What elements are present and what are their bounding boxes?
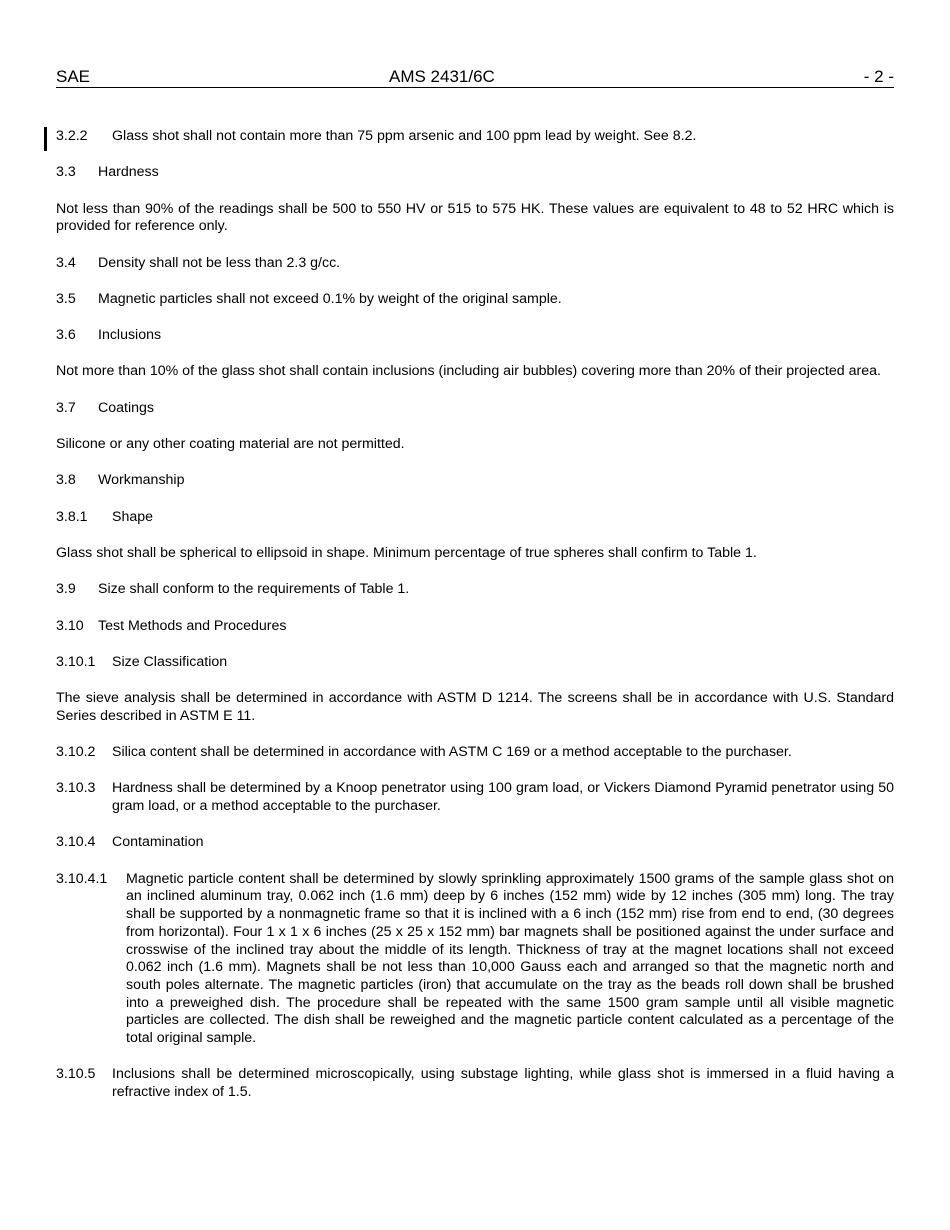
section-text: Magnetic particle content shall be determined by slowly sprinkling approximately 1500 grams of the sample glass shot on an inclined aluminum tray, 0.062 inch (1.6 mm) deep by 6 inches (152 mm) wide by 12 inches (305 mm) long. The tray shall be supported by a nonmagnetic frame so that it is inclined with a 6 inch (152 mm) rise from end to end, (30 degrees from horizontal). Four 1 x 1 x 6 inches (25 x 25 x 152 mm) bar magnets shall be positioned against the under surface and crosswise of the inclined tray about the middle of its length. Thickness of tray at the magnet locations shall not exceed 0.062 inch (1.6 mm). Magnets shall be not less than 10,000 Gauss each and arranged so that the magnetic north and south poles alternate. The magnetic particles (iron) that accumulate on the tray as the beads roll down shall be brushed into a preweighed dish. The procedure shall be repeated with the same 1500 gram sample until all visible magnetic particles are collected. The dish shall be reweighed and the magnetic particle content calculated as a percentage of the total original sample. <box>126 870 894 1047</box>
revision-change-bar <box>44 127 47 151</box>
section-3-7-body: Silicone or any other coating material are not permitted. <box>56 436 405 453</box>
section-text: Size shall conform to the requirements of Table 1. <box>98 581 410 598</box>
header-org: SAE <box>56 67 91 86</box>
section-number: 3.10.1 <box>56 653 96 670</box>
section-3-10-3 <box>56 780 894 815</box>
section-number: 3.2.2 <box>56 128 88 144</box>
section-number: 3.8.1 <box>56 508 88 525</box>
section-3-3-heading <box>56 164 894 182</box>
section-3-10-heading <box>56 618 894 636</box>
section-number: 3.10.4.1 <box>56 870 108 887</box>
section-3-8-heading <box>56 472 894 490</box>
section-number: 3.10.4 <box>56 834 96 851</box>
section-text: Hardness shall be determined by a Knoop penetrator using 100 gram load, or Vickers Diamond Pyramid penetrator using 50 gram load, or a method acceptable to the purchaser. <box>112 780 894 815</box>
section-3-7-heading <box>56 400 894 418</box>
section-number: 3.3 <box>56 164 76 181</box>
section-heading: Shape <box>112 508 154 525</box>
page-header <box>56 67 894 88</box>
section-heading: Coatings <box>98 399 154 416</box>
section-3-8-1-heading <box>56 509 894 527</box>
section-number: 3.10 <box>56 617 84 634</box>
section-3-2-2 <box>56 128 894 146</box>
section-3-9 <box>56 581 894 599</box>
section-text: Glass shot shall not contain more than 75 ppm arsenic and 100 ppm lead by weight. See 8.2. <box>112 128 697 144</box>
section-3-10-5 <box>56 1066 894 1101</box>
section-3-6-body: Not more than 10% of the glass shot shall contain inclusions (including air bubbles) covering more than 20% of their projected area. <box>56 363 881 380</box>
section-heading: Test Methods and Procedures <box>98 617 287 634</box>
section-number: 3.7 <box>56 399 76 416</box>
section-3-10-1-heading <box>56 654 894 672</box>
section-number: 3.4 <box>56 254 76 271</box>
header-page-number: - 2 - <box>863 67 894 86</box>
section-3-4 <box>56 255 894 273</box>
section-number: 3.9 <box>56 581 76 598</box>
section-heading: Workmanship <box>98 472 185 489</box>
section-heading: Hardness <box>98 164 159 181</box>
section-3-10-4-heading <box>56 834 894 852</box>
section-number: 3.10.2 <box>56 744 96 761</box>
section-3-3-body: Not less than 90% of the readings shall be 500 to 550 HV or 515 to 575 HK. These values are equivalent to 48 to 52 HRC which is provided for reference only. <box>56 200 894 235</box>
section-number: 3.5 <box>56 290 76 307</box>
section-3-10-2 <box>56 744 894 762</box>
header-doc-number: AMS 2431/6C <box>389 67 495 86</box>
section-text: Density shall not be less than 2.3 g/cc. <box>98 254 341 271</box>
section-number: 3.6 <box>56 327 76 344</box>
section-3-8-1-body: Glass shot shall be spherical to ellipsoid in shape. Minimum percentage of true spheres shall confirm to Table 1. <box>56 544 757 561</box>
section-number: 3.10.5 <box>56 1066 96 1083</box>
section-3-10-4-1 <box>56 871 894 1048</box>
section-text: Magnetic particles shall not exceed 0.1% by weight of the original sample. <box>98 290 562 307</box>
section-text: Inclusions shall be determined microscopically, using substage lighting, while glass shot is immersed in a fluid having a refractive index of 1.5. <box>112 1066 894 1101</box>
section-3-10-1-body: The sieve analysis shall be determined in accordance with ASTM D 1214. The screens shall be in accordance with U.S. Standard Series described in ASTM E 11. <box>56 690 894 724</box>
section-number: 3.8 <box>56 472 76 489</box>
section-3-6-heading <box>56 327 894 345</box>
section-3-5 <box>56 291 894 309</box>
section-text: Silica content shall be determined in accordance with ASTM C 169 or a method acceptable to the purchaser. <box>112 744 792 761</box>
section-number: 3.10.3 <box>56 780 96 797</box>
section-heading: Size Classification <box>112 653 228 670</box>
document-body <box>56 128 894 1120</box>
section-heading: Inclusions <box>98 327 162 344</box>
section-heading: Contamination <box>112 834 204 851</box>
